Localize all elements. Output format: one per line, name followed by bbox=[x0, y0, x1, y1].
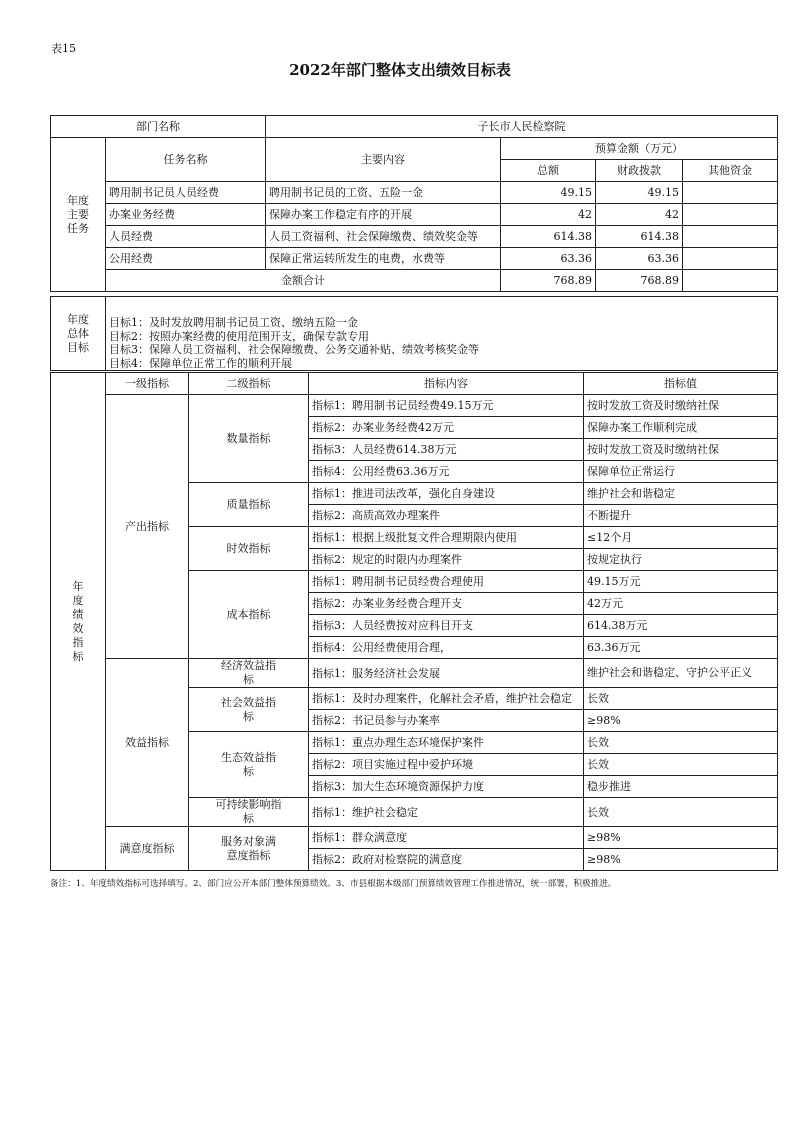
task-content: 保障正常运转所发生的电费，水费等 bbox=[266, 248, 501, 270]
table-row bbox=[51, 248, 778, 270]
indicator-content: 指标2：项目实施过程中爱护环境 bbox=[309, 754, 584, 776]
goal-line: 目标1：及时发放聘用制书记员工资、缴纳五险一金 bbox=[109, 316, 358, 329]
table-row bbox=[51, 204, 778, 226]
task-content: 聘用制书记员的工资、五险一金 bbox=[266, 182, 501, 204]
task-content-header: 主要内容 bbox=[266, 138, 501, 182]
task-total: 49.15 bbox=[501, 182, 596, 204]
indicator-value: 长效 bbox=[584, 688, 778, 710]
indicator-value: 保障办案工作顺利完成 bbox=[584, 417, 778, 439]
budget-header: 预算金额（万元） bbox=[501, 138, 778, 160]
indicator-value: 稳步推进 bbox=[584, 776, 778, 798]
indicator-content: 指标1：根据上级批复文件合理期限内使用 bbox=[309, 527, 584, 549]
sub-sustainable: 可持续影响指标 bbox=[189, 798, 309, 827]
performance-table bbox=[50, 372, 778, 871]
indicator-value: 49.15万元 bbox=[584, 571, 778, 593]
sum-other bbox=[683, 270, 778, 292]
task-other bbox=[683, 226, 778, 248]
indicator-value: 长效 bbox=[584, 798, 778, 827]
indicator-content: 指标1：群众满意度 bbox=[309, 827, 584, 849]
indicator-value: ≥98% bbox=[584, 849, 778, 871]
sub-timeliness: 时效指标 bbox=[189, 527, 309, 571]
task-total: 614.38 bbox=[501, 226, 596, 248]
group-output: 产出指标 bbox=[106, 395, 189, 659]
indicator-content: 指标2：书记员参与办案率 bbox=[309, 710, 584, 732]
table-row bbox=[51, 395, 778, 417]
sum-total: 768.89 bbox=[501, 270, 596, 292]
task-content: 人员工资福利、社会保障缴费、绩效奖金等 bbox=[266, 226, 501, 248]
indicator-value: ≤12个月 bbox=[584, 527, 778, 549]
task-other bbox=[683, 204, 778, 226]
indicator-content: 指标2：办案业务经费42万元 bbox=[309, 417, 584, 439]
indicator-content: 指标2：高质高效办理案件 bbox=[309, 505, 584, 527]
indicator-content: 指标1：推进司法改革，强化自身建设 bbox=[309, 483, 584, 505]
indicator-content: 指标1：重点办理生态环境保护案件 bbox=[309, 732, 584, 754]
indicator-content: 指标1：及时办理案件，化解社会矛盾，维护社会稳定 bbox=[309, 688, 584, 710]
table-row bbox=[51, 182, 778, 204]
sub-quality: 质量指标 bbox=[189, 483, 309, 527]
footnote: 备注：1、年度绩效指标可选择填写。2、部门应公开本部门整体预算绩效。3、市县根据本级部门预算绩效管理工作推进情况，统一部署，积极推进。 bbox=[50, 879, 617, 889]
goal-line: 目标4：保障单位正常工作的顺利开展 bbox=[109, 356, 292, 370]
table-number: 表15 bbox=[51, 42, 76, 55]
indicator-content: 指标1：维护社会稳定 bbox=[309, 798, 584, 827]
sub-cost: 成本指标 bbox=[189, 571, 309, 659]
level2-header: 二级指标 bbox=[189, 373, 309, 395]
indicator-content: 指标4：公用经费使用合理， bbox=[309, 637, 584, 659]
other-header: 其他资金 bbox=[683, 160, 778, 182]
indicator-value: 614.38万元 bbox=[584, 615, 778, 637]
table-row bbox=[51, 827, 778, 849]
content-header: 指标内容 bbox=[309, 373, 584, 395]
page-title: 2022年部门整体支出绩效目标表 bbox=[289, 61, 511, 79]
sub-economic: 经济效益指标 bbox=[189, 659, 309, 688]
table-row bbox=[51, 659, 778, 688]
value-header: 指标值 bbox=[584, 373, 778, 395]
goals-text bbox=[106, 297, 778, 371]
indicator-content: 指标3：加大生态环境资源保护力度 bbox=[309, 776, 584, 798]
indicator-value: 63.36万元 bbox=[584, 637, 778, 659]
indicator-content: 指标2：政府对检察院的满意度 bbox=[309, 849, 584, 871]
sub-service: 服务对象满意度指标 bbox=[189, 827, 309, 871]
indicator-content: 指标2：规定的时限内办理案件 bbox=[309, 549, 584, 571]
indicator-value: ≥98% bbox=[584, 710, 778, 732]
sum-row bbox=[51, 270, 778, 292]
task-fiscal: 42 bbox=[596, 204, 683, 226]
task-fiscal: 49.15 bbox=[596, 182, 683, 204]
sub-social: 社会效益指标 bbox=[189, 688, 309, 732]
dept-value: 子长市人民检察院 bbox=[266, 116, 778, 138]
task-name: 公用经费 bbox=[106, 248, 266, 270]
table-row bbox=[51, 226, 778, 248]
indicator-value: 保障单位正常运行 bbox=[584, 461, 778, 483]
tasks-side-label: 年度主要任务 bbox=[51, 138, 106, 292]
tasks-table bbox=[50, 115, 778, 292]
indicator-content: 指标1：聘用制书记员经费49.15万元 bbox=[309, 395, 584, 417]
perf-side-label: 年度绩效指标 bbox=[51, 373, 106, 871]
indicator-value: 按时发放工资及时缴纳社保 bbox=[584, 439, 778, 461]
indicator-content: 指标2：办案业务经费合理开支 bbox=[309, 593, 584, 615]
indicator-content: 指标3：人员经费按对应科目开支 bbox=[309, 615, 584, 637]
indicator-value: 长效 bbox=[584, 732, 778, 754]
total-header: 总额 bbox=[501, 160, 596, 182]
group-benefit: 效益指标 bbox=[106, 659, 189, 827]
indicator-value: 42万元 bbox=[584, 593, 778, 615]
task-name: 办案业务经费 bbox=[106, 204, 266, 226]
level1-header: 一级指标 bbox=[106, 373, 189, 395]
indicator-value: 维护社会和谐稳定、守护公平正义 bbox=[584, 659, 778, 688]
fiscal-header: 财政拨款 bbox=[596, 160, 683, 182]
indicator-value: 不断提升 bbox=[584, 505, 778, 527]
indicator-content: 指标3：人员经费614.38万元 bbox=[309, 439, 584, 461]
sub-quantity: 数量指标 bbox=[189, 395, 309, 483]
indicator-content: 指标1：聘用制书记员经费合理使用 bbox=[309, 571, 584, 593]
goals-table bbox=[50, 296, 778, 371]
goal-line: 目标2：按照办案经费的使用范围开支，确保专款专用 bbox=[109, 329, 369, 343]
sub-ecological: 生态效益指标 bbox=[189, 732, 309, 798]
indicator-value: 按时发放工资及时缴纳社保 bbox=[584, 395, 778, 417]
task-total: 42 bbox=[501, 204, 596, 226]
task-other bbox=[683, 182, 778, 204]
task-name-header: 任务名称 bbox=[106, 138, 266, 182]
sum-label: 金额合计 bbox=[106, 270, 501, 292]
group-satisfaction: 满意度指标 bbox=[106, 827, 189, 871]
indicator-value: 长效 bbox=[584, 754, 778, 776]
goal-line: 目标3：保障人员工资福利、社会保障缴费、公务交通补贴、绩效考核奖金等 bbox=[109, 343, 479, 356]
task-fiscal: 63.36 bbox=[596, 248, 683, 270]
sum-fiscal: 768.89 bbox=[596, 270, 683, 292]
task-other bbox=[683, 248, 778, 270]
indicator-content: 指标1：服务经济社会发展 bbox=[309, 659, 584, 688]
task-name: 人员经费 bbox=[106, 226, 266, 248]
indicator-content: 指标4：公用经费63.36万元 bbox=[309, 461, 584, 483]
indicator-value: ≥98% bbox=[584, 827, 778, 849]
task-total: 63.36 bbox=[501, 248, 596, 270]
task-fiscal: 614.38 bbox=[596, 226, 683, 248]
task-name: 聘用制书记员人员经费 bbox=[106, 182, 266, 204]
dept-label: 部门名称 bbox=[51, 116, 266, 138]
indicator-value: 维护社会和谐稳定 bbox=[584, 483, 778, 505]
goals-side-label: 年度总体目标 bbox=[51, 297, 106, 371]
indicator-value: 按规定执行 bbox=[584, 549, 778, 571]
task-content: 保障办案工作稳定有序的开展 bbox=[266, 204, 501, 226]
